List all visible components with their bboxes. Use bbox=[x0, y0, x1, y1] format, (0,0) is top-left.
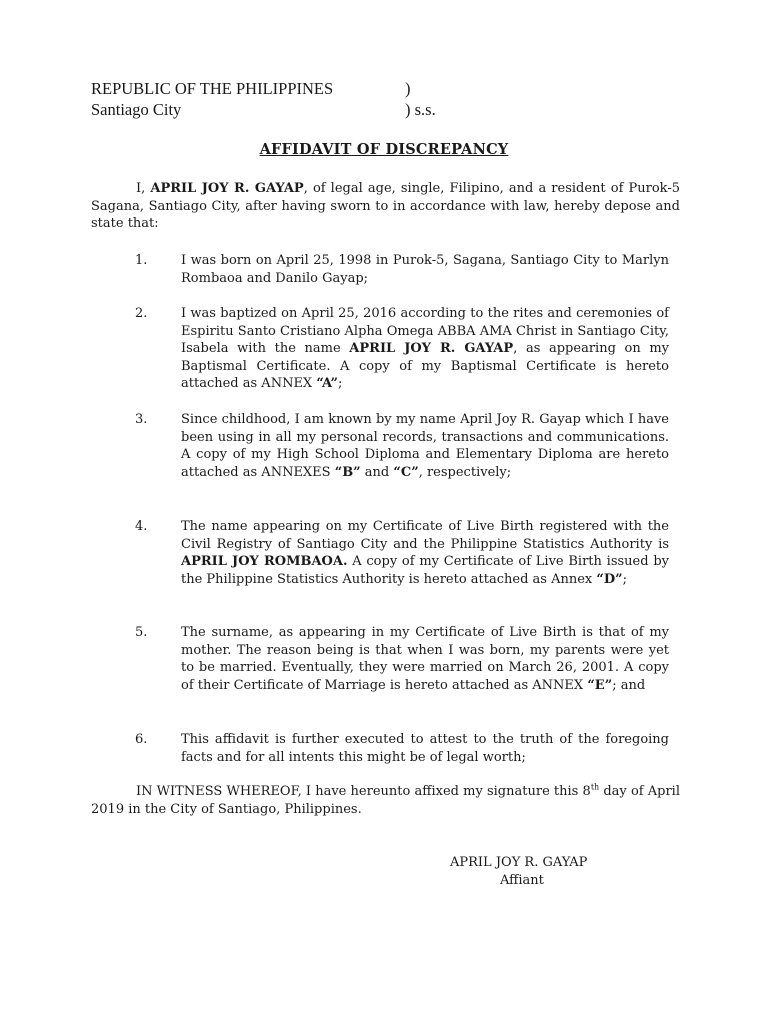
item-number: 6. bbox=[135, 732, 148, 747]
item-text-part: ; bbox=[622, 571, 628, 587]
item-text-part: Since childhood, I am known by my name April Joy R. Gayap which I have been using in all my personal records, transactions and communications. A copy of my High School Diploma and Elementary Diploma are hereto attached as ANNEXES bbox=[181, 412, 669, 480]
item-bold-part: APRIL JOY ROMBAOA. bbox=[181, 554, 348, 570]
annex-d-label: “D” bbox=[596, 571, 623, 587]
venue-republic-text: REPUBLIC OF THE PHILIPPINES bbox=[91, 79, 334, 98]
affiant-name-bold: APRIL JOY R. GAYAP bbox=[150, 181, 304, 196]
witness-text: IN WITNESS WHEREOF, I have hereunto affixed my signature this 8 bbox=[136, 784, 591, 799]
venue-paren-1: ) bbox=[405, 79, 411, 98]
document-title: AFFIDAVIT OF DISCREPANCY bbox=[259, 141, 509, 158]
witness-text: day of April 2019 in the City of Santiago, Philippines. bbox=[91, 784, 680, 817]
item-number: 3. bbox=[135, 412, 148, 427]
item-number: 4. bbox=[135, 519, 148, 534]
item-text-part: and bbox=[360, 464, 394, 480]
item-bold-part: APRIL JOY R. GAYAP bbox=[349, 341, 514, 357]
item-text-part: , respectively; bbox=[418, 464, 512, 480]
item-number: 5. bbox=[135, 625, 148, 640]
item-text-part: I was born on April 25, 1998 in Purok-5, Sagana, Santiago City to Marlyn Rombaoa and Danilo Gayap; bbox=[181, 253, 669, 286]
item-text-part: The name appearing on my Certificate of Live Birth registered with the Civil Registry of Santiago City and the Philippine Statistics Authority is bbox=[181, 519, 669, 552]
venue-city-text: Santiago City bbox=[91, 100, 182, 119]
day-ordinal-suffix: th bbox=[590, 782, 600, 792]
intro-paragraph bbox=[91, 180, 680, 233]
intro-rest: , of legal age, single, Filipino, and a resident of Purok-5 Sagana, Santiago City, after having sworn to in accordance with law, hereby depose and state that: bbox=[91, 181, 680, 232]
item-text-part: ; and bbox=[612, 677, 646, 693]
annex-b-label: “B” bbox=[334, 464, 361, 480]
item-text-part: I was baptized on April 25, 2016 according to the rites and ceremonies of Espiritu Santo Cristiano Alpha Omega ABBA AMA Christ in Santiago City, Isabela with the name bbox=[181, 306, 669, 357]
item-text bbox=[181, 252, 669, 287]
witness-paragraph bbox=[91, 783, 680, 818]
item-text bbox=[181, 624, 669, 694]
annex-a-label: “A” bbox=[316, 376, 339, 392]
item-text-part: ; bbox=[338, 376, 343, 392]
venue-line-city bbox=[91, 100, 436, 120]
item-text bbox=[181, 731, 669, 766]
item-text-part: A copy of my Certificate of Live Birth issued by the Philippine Statistics Authority is hereto attached as Annex bbox=[181, 554, 669, 587]
venue-paren-ss: ) s.s. bbox=[405, 100, 436, 119]
venue-line-republic bbox=[91, 79, 411, 99]
signatory-role: Affiant bbox=[500, 873, 544, 888]
annex-c-label: “C” bbox=[393, 464, 419, 480]
item-text-part: , as appearing on my Baptismal Certificate. A copy of my Baptismal Certificate is hereto attached as ANNEX bbox=[181, 341, 670, 392]
item-text bbox=[181, 518, 669, 588]
item-number: 1. bbox=[135, 253, 148, 268]
item-text bbox=[181, 305, 669, 393]
intro-lead: I, bbox=[136, 181, 151, 196]
item-number: 2. bbox=[135, 306, 148, 321]
annex-e-label: “E” bbox=[587, 677, 613, 693]
signatory-name: APRIL JOY R. GAYAP bbox=[450, 855, 588, 870]
item-text-part: This affidavit is further executed to attest to the truth of the foregoing facts and for all intents this might be of legal worth; bbox=[181, 732, 669, 765]
item-text-part: The surname, as appearing in my Certificate of Live Birth is that of my mother. The reason being is that when I was born, my parents were yet to be married. Eventually, they were married on March 26, 2001. A copy of their Certificate of Marriage is hereto attached as ANNEX bbox=[181, 625, 669, 693]
item-text bbox=[181, 411, 669, 481]
